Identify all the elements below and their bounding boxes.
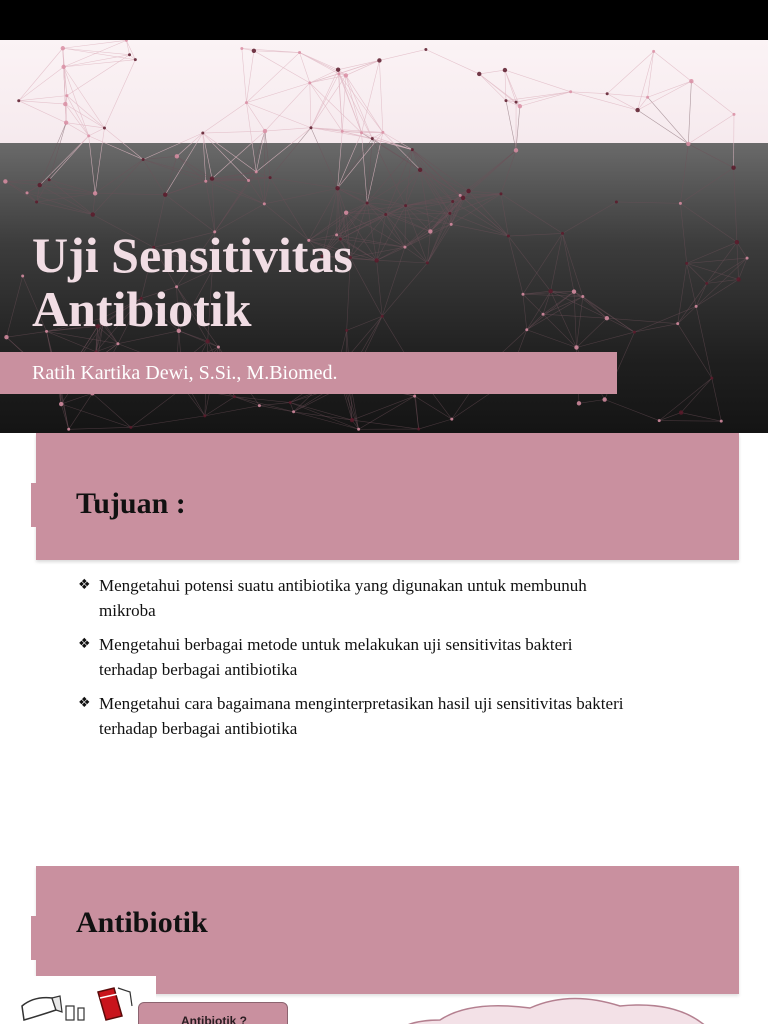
list-item-line-1: Mengetahui berbagai metode untuk melakukan uji sensitivitas bakteri [99,635,573,654]
list-item [78,691,718,741]
antibiotic-question-button[interactable] [138,1002,288,1024]
list-item-line-2: terhadap berbagai antibiotika [99,719,298,738]
antibiotic-slide [0,866,768,1024]
list-item-line-2: terhadap berbagai antibiotika [99,660,298,679]
list-item-line-1: Mengetahui cara bagaimana menginterpretasikan hasil uji sensitivitas bakteri [99,694,624,713]
list-item-line-2: mikroba [99,601,156,620]
antibiotic-question-label: Antibiotik ? [181,1014,247,1024]
title-line-2: Antibiotik [32,281,252,337]
objectives-slide [0,433,768,866]
list-item [78,573,718,623]
diamond-bullet-icon: ❖ [78,577,91,593]
header-notch [31,483,37,527]
list-item-line-1: Mengetahui potensi suatu antibiotika yang digunakan untuk membunuh [99,576,587,595]
presentation-title [32,228,632,336]
header-notch [31,916,37,960]
diamond-bullet-icon: ❖ [78,636,91,652]
author-name: Ratih Kartika Dewi, S.Si., M.Biomed. [32,362,338,384]
objectives-list [78,573,718,750]
medicine-illustration-icon [14,976,156,1024]
author-bar [0,352,617,394]
antibiotic-heading: Antibiotik [76,906,208,939]
objectives-heading: Tujuan : [76,487,186,520]
title-slide [0,40,768,433]
viewer-top-bar [0,0,768,40]
list-item [78,632,718,682]
diamond-bullet-icon: ❖ [78,695,91,711]
title-line-1: Uji Sensitivitas [32,227,353,283]
thought-cloud-icon [380,990,740,1024]
